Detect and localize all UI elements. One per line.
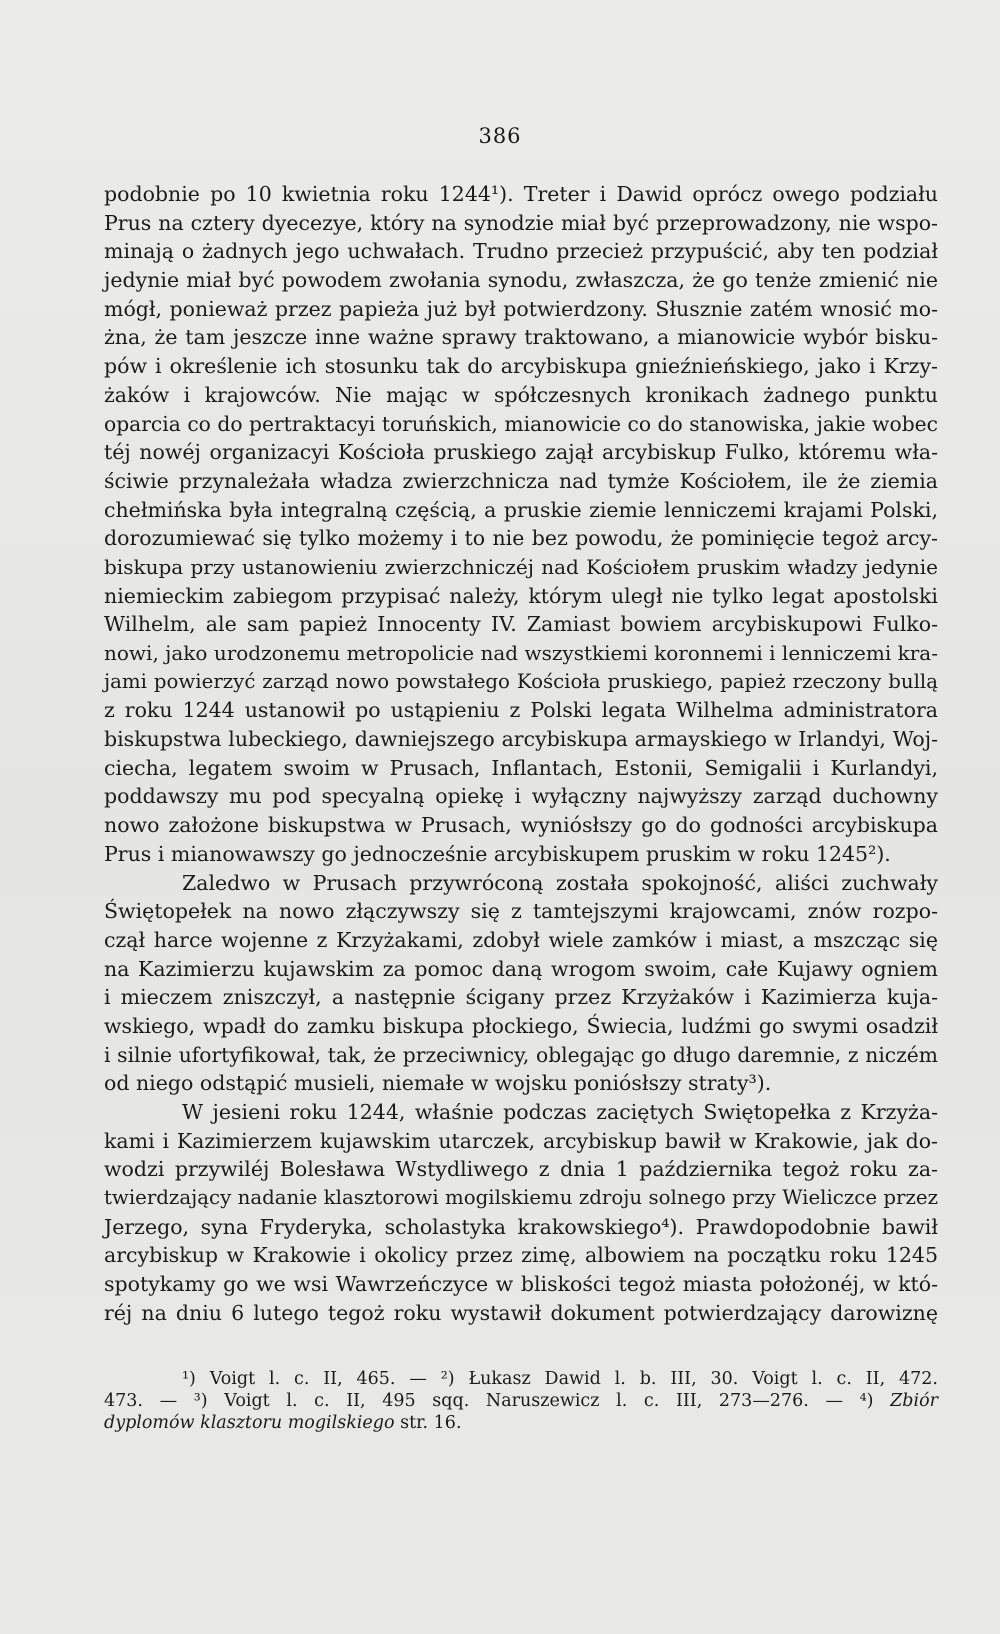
text-line: dorozumiewać się tylko możemy i to nie bez powodu, że pominięcie tegoż arcy- <box>104 526 938 551</box>
text-line: wskiego, wpadł do zamku biskupa płockiego, Świecia, ludźmi go swymi osadził <box>104 1013 938 1038</box>
text-line: kami i Kazimierzem kujawskim utarczek, arcybiskup bawił w Krakowie, jak do- <box>104 1128 938 1153</box>
text-line: czął harce wojenne z Krzyżakami, zdobył wiele zamków i miast, a mszcząc się <box>104 927 938 952</box>
text-line: wodzi przywiléj Bolesława Wstydliwego z dnia 1 października tegoż roku za- <box>104 1157 938 1182</box>
text-line: poddawszy mu pod specyalną opiekę i wyłączny najwyższy zarząd duchowny <box>104 784 938 809</box>
footnote-line: ¹) Voigt l. c. II, 465. — ²) Łukasz Dawid l. b. III, 30. Voigt l. c. II, 472. <box>182 1369 938 1389</box>
text-line: nowi, jako urodzonemu metropolicie nad wszystkiemi koronnemi i lenniczemi kra- <box>104 641 938 665</box>
text-line: podobnie po 10 kwietnia roku 1244¹). Treter i Dawid oprócz owego podziału <box>104 182 938 206</box>
text-line: téj nowéj organizacyi Kościoła pruskiego zajął arcybiskup Fulko, któremu wła- <box>104 440 938 465</box>
text-line: chełmińska była integralną częścią, a pruskie ziemie lenniczemi krajami Polski, <box>104 497 938 522</box>
text-line: żna, że tam jeszcze inne ważne sprawy traktowano, a mianowicie wybór bisku- <box>104 325 938 350</box>
text-line: ściwie przynależała władza zwierzchnicza nad tymże Kościołem, ile że ziemia <box>104 468 938 493</box>
text-line: nowo założone biskupstwa w Prusach, wyniósłszy go do godności arcybiskupa <box>104 813 938 838</box>
footnotes <box>104 1368 938 1434</box>
text-line: żaków i krajowców. Nie mając w spółczesnych kronikach żadnego punktu <box>104 382 938 407</box>
text-line: biskupstwa lubeckiego, dawniejszego arcybiskupa armayskiego w Irlandyi, Woj- <box>104 727 938 752</box>
page-number: 386 <box>478 124 522 148</box>
footnote-line <box>104 1412 938 1434</box>
footnote-italic-text: dyplomów klasztoru mogilskiego <box>104 1413 395 1433</box>
footnote-text: 473. — ³) Voigt l. c. II, 495 sqq. Naruszewicz l. c. III, 273—276. — ⁴) <box>104 1391 874 1411</box>
text-line: z roku 1244 ustanowił po ustąpieniu z Polski legata Wilhelma administratora <box>104 698 938 723</box>
text-line: arcybiskup w Krakowie i okolicy przez zimę, albowiem na początku roku 1245 <box>104 1243 938 1268</box>
text-line: Prus na cztery dyecezye, który na synodzie miał być przeprowadzony, nie wspo- <box>104 210 938 235</box>
text-line: minają o żadnych jego uchwałach. Trudno przecież przypuścić, aby ten podział <box>104 239 938 264</box>
text-line: i mieczem zniszczył, a następnie ścigany przez Krzyżaków i Kazimierza kuja- <box>104 985 938 1010</box>
text-line: mógł, ponieważ przez papieża już był potwierdzony. Słusznie zatém wnosić mo- <box>104 296 938 321</box>
text-line: jedynie miał być powodem zwołania synodu, zwłaszcza, że go tenże zmienić nie <box>104 268 938 293</box>
footnote-line <box>104 1390 938 1412</box>
text-line: od niego odstąpić musieli, niemałe w wojsku poniósłszy straty³). <box>104 1071 772 1096</box>
text-line: twierdzający nadanie klasztorowi mogilskiemu zdroju solnego przy Wieliczce przez <box>104 1186 938 1210</box>
text-line: i silnie ufortyfikował, tak, że przeciwnicy, oblegając go długo daremnie, z niczém <box>104 1042 938 1067</box>
text-line: pów i określenie ich stosunku tak do arcybiskupa gnieźnieńskiego, jako i Krzy- <box>104 354 938 379</box>
text-line: Prus i mianowawszy go jednocześnie arcybiskupem pruskim w roku 1245²). <box>104 841 891 866</box>
body-text <box>104 180 938 1328</box>
text-line: biskupa przy ustanowieniu zwierzchniczéj nad Kościołem pruskim władzy jedynie <box>104 554 938 579</box>
footnote-text: str. 16. <box>400 1413 462 1433</box>
paragraph-start-line: W jesieni roku 1244, właśnie podczas zaciętych Swiętopełka z Krzyża- <box>182 1100 938 1124</box>
text-line: Wilhelm, ale sam papież Innocenty IV. Zamiast bowiem arcybiskupowi Fulko- <box>104 612 938 637</box>
text-line: spotykamy go we wsi Wawrzeńczyce w bliskości tegoż miasta położonéj, w któ- <box>104 1272 938 1297</box>
text-line: réj na dniu 6 lutego tegoż roku wystawił dokument potwierdzający darowiznę <box>104 1300 938 1325</box>
paragraph-start-line: Zaledwo w Prusach przywróconą została spokojność, aliści zuchwały <box>182 870 938 895</box>
text-line: na Kazimierzu kujawskim za pomoc daną wrogom swoim, całe Kujawy ogniem <box>104 956 938 981</box>
text-line: oparcia co do pertraktacyi toruńskich, mianowicie co do stanowiska, jakie wobec <box>104 411 938 436</box>
text-line: Świętopełek na nowo złączywszy się z tamtejszymi krajowcami, znów rozpo- <box>104 899 938 924</box>
text-line: ciecha, legatem swoim w Prusach, Inflantach, Estonii, Semigalii i Kurlandyi, <box>104 755 938 780</box>
footnote-italic-text: Zbiór <box>890 1391 938 1411</box>
text-line: niemieckim zabiegom przypisać należy, którym uległ nie tylko legat apostolski <box>104 583 938 608</box>
text-line: Jerzego, syna Fryderyka, scholastyka krakowskiego⁴). Prawdopodobnie bawił <box>104 1214 938 1239</box>
text-line: jami powierzyć zarząd nowo powstałego Kościoła pruskiego, papież rzeczony bullą <box>104 669 938 693</box>
